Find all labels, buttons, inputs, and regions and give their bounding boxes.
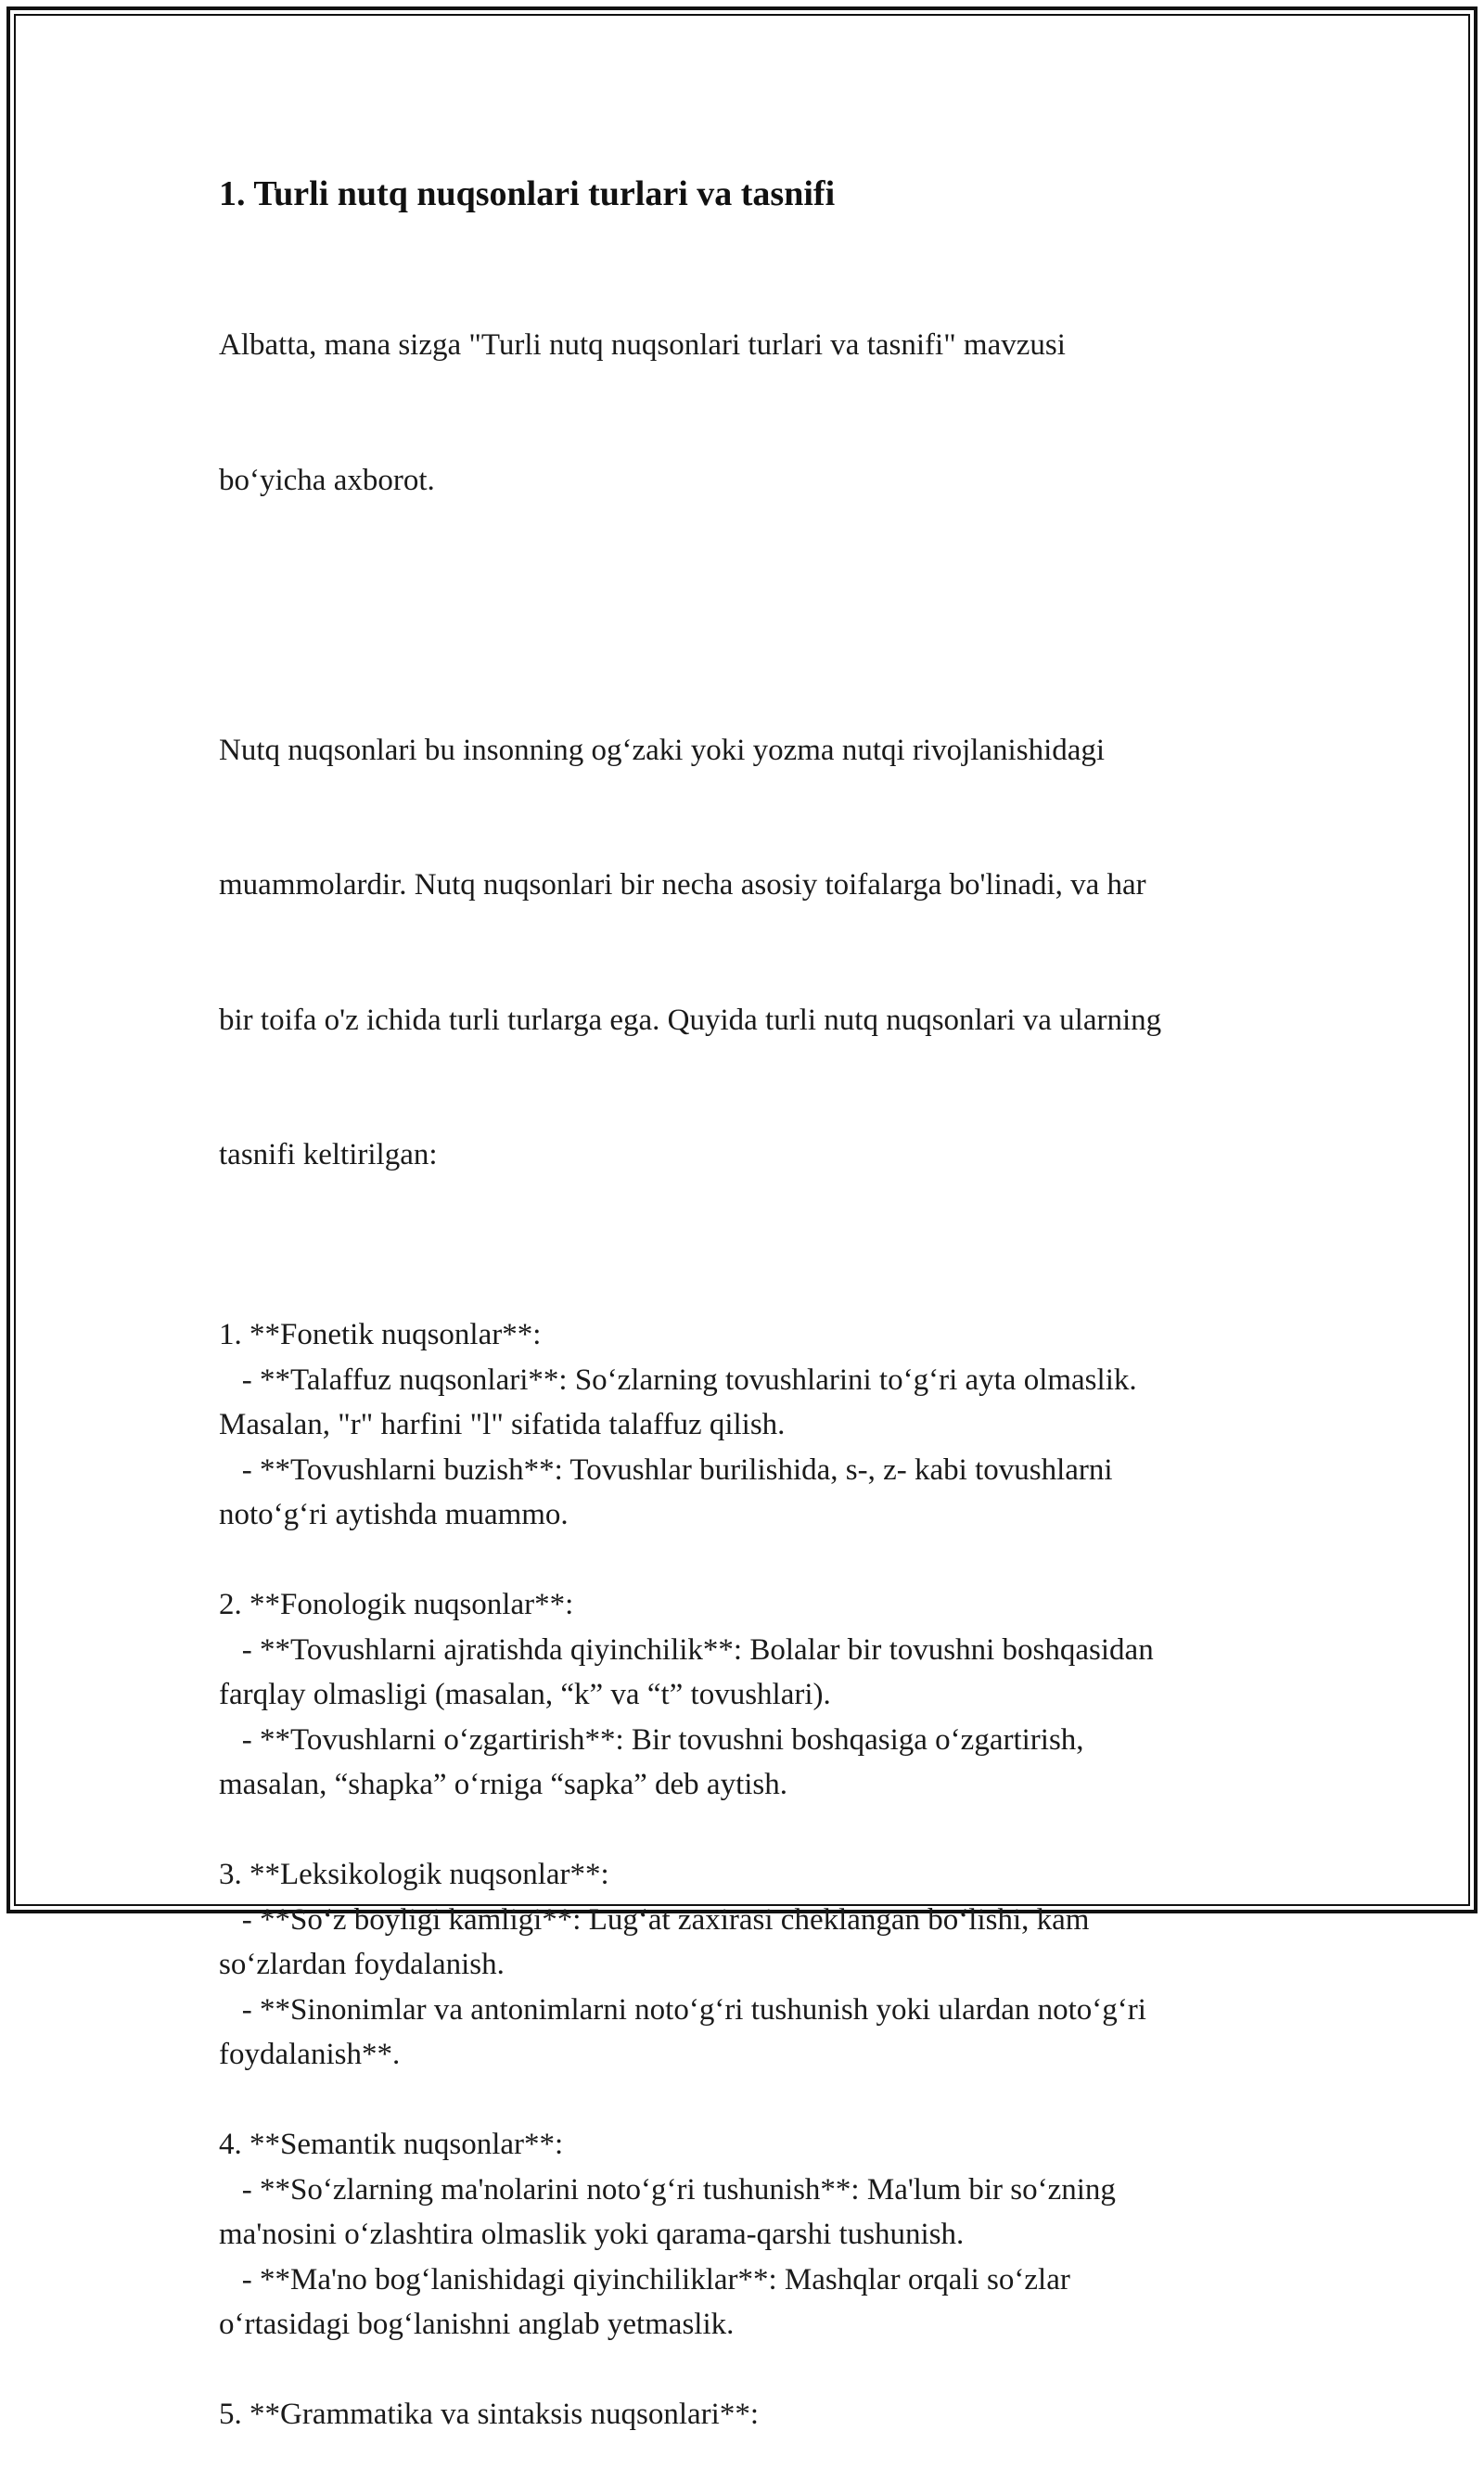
section-heading: 2. **Fonologik nuqsonlar**:: [219, 1588, 574, 1621]
section-line: foydalanish**.: [219, 2038, 401, 2071]
section-grammatika: [219, 2392, 1286, 2437]
section-heading: 1. **Fonetik nuqsonlar**:: [219, 1318, 542, 1351]
overview-line: tasnifi keltirilgan:: [219, 1138, 438, 1171]
section-leksikologik: [219, 1852, 1286, 2078]
section-line: noto‘g‘ri aytishda muammo.: [219, 1498, 569, 1531]
section-line: - **Tovushlarni ajratishda qiyinchilik**: Bolalar bir tovushni boshqasidan: [219, 1632, 1154, 1667]
section-line: - **Tovushlarni buzish**: Tovushlar burilishida, s-, z- kabi tovushlarni: [219, 1452, 1113, 1487]
document-title: 1. Turli nutq nuqsonlari turlari va tasnifi: [219, 174, 836, 213]
section-line: Masalan, "r" harfini "l" sifatida talaffuz qilish.: [219, 1408, 786, 1441]
section-line: - **Talaffuz nuqsonlari**: So‘zlarning tovushlarini to‘g‘ri ayta olmaslik.: [219, 1363, 1137, 1397]
document-body: [219, 172, 1286, 2482]
section-fonetik: [219, 1312, 1286, 1538]
section-line: - **Tovushlarni o‘zgartirish**: Bir tovushni boshqasiga o‘zgartirish,: [219, 1722, 1084, 1757]
section-line: - **Ma'no bog‘lanishidagi qiyinchiliklar**: Mashqlar orqali so‘zlar: [219, 2262, 1070, 2296]
section-fonologik: [219, 1582, 1286, 1808]
section-line: - **So‘zlarning ma'nolarini noto‘g‘ri tushunish**: Ma'lum bir so‘zning: [219, 2172, 1116, 2207]
overview-line: muammolardir. Nutq nuqsonlari bir necha asosiy toifalarga bo'linadi, va har: [219, 868, 1146, 902]
section-heading: 4. **Semantik nuqsonlar**:: [219, 2128, 564, 2161]
section-semantik: [219, 2122, 1286, 2348]
section-line: farqlay olmasligi (masalan, “k” va “t” tovushlari).: [219, 1678, 831, 1711]
overview-line: Nutq nuqsonlari bu insonning og‘zaki yoki yozma nutqi rivojlanishidagi: [219, 733, 1106, 767]
intro-line: bo‘yicha axborot.: [219, 463, 435, 497]
section-line: - **Sinonimlar va antonimlarni noto‘g‘ri tushunish yoki ulardan noto‘g‘ri: [219, 1992, 1146, 2027]
section-line: - **So‘z boyligi kamligi**: Lug‘at zaxirasi cheklangan bo‘lishi, kam: [219, 1902, 1090, 1937]
section-heading: 3. **Leksikologik nuqsonlar**:: [219, 1858, 609, 1891]
section-line: masalan, “shapka” o‘rniga “sapka” deb aytish.: [219, 1768, 787, 1801]
intro-paragraph: [219, 233, 1286, 593]
section-line: so‘zlardan foydalanish.: [219, 1948, 505, 1981]
overview-line: bir toifa o'z ichida turli turlarga ega. Quyida turli nutq nuqsonlari va ularning: [219, 1003, 1162, 1037]
section-line: ma'nosini o‘zlashtira olmaslik yoki qarama-qarshi tushunish.: [219, 2218, 965, 2251]
section-heading: 5. **Grammatika va sintaksis nuqsonlari**:: [219, 2398, 759, 2431]
overview-paragraph: [219, 638, 1286, 1268]
section-line: o‘rtasidagi bog‘lanishni anglab yetmaslik.: [219, 2308, 735, 2341]
intro-line: Albatta, mana sizga "Turli nutq nuqsonlari turlari va tasnifi" mavzusi: [219, 328, 1066, 362]
